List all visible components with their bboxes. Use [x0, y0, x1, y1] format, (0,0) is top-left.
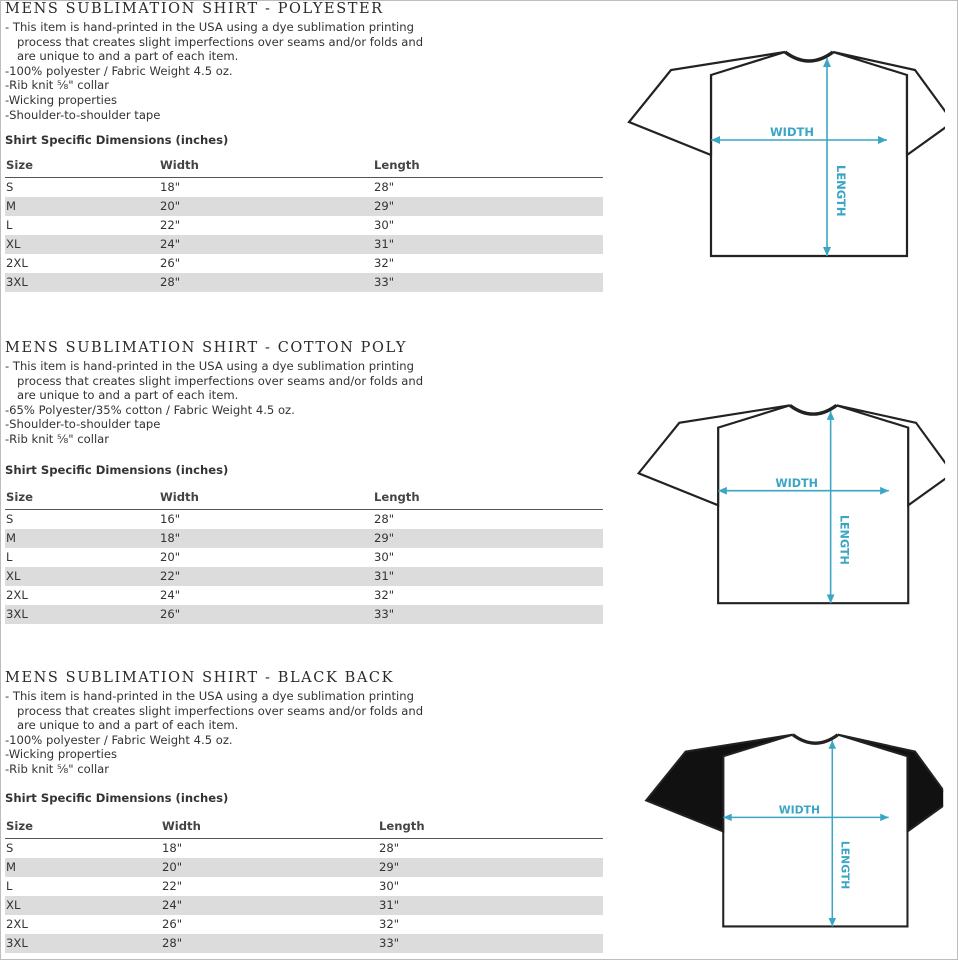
shirt-body-outline: [723, 756, 907, 926]
width-label: WIDTH: [778, 803, 820, 817]
description-line: process that creates slight imperfections over seams and/or folds and: [17, 703, 424, 718]
description-line: -Wicking properties: [5, 747, 118, 762]
header-length: Length: [379, 819, 425, 833]
shirt-collar: [785, 52, 833, 61]
header-size: Size: [6, 490, 33, 504]
description-line: -Wicking properties: [5, 92, 118, 107]
size-table: [5, 155, 603, 292]
header-width: Width: [160, 158, 199, 172]
size-cell: XL: [6, 569, 21, 583]
length-cell: 32": [374, 588, 395, 602]
shirt-diagram-1: [615, 30, 945, 260]
width-label: WIDTH: [770, 125, 814, 139]
table-row: [5, 934, 603, 953]
width-cell: 24": [160, 237, 181, 251]
size-cell: L: [6, 879, 13, 893]
description-line: -Shoulder-to-shoulder tape: [5, 417, 161, 432]
length-cell: 31": [374, 569, 395, 583]
description-list: [5, 20, 605, 122]
length-cell: 30": [379, 879, 400, 893]
width-cell: 18": [160, 531, 181, 545]
width-cell: 16": [160, 512, 181, 526]
length-cell: 33": [374, 275, 395, 289]
width-cell: 20": [162, 860, 183, 874]
length-cell: 29": [379, 860, 400, 874]
width-cell: 22": [160, 569, 181, 583]
size-table-body: [5, 839, 603, 953]
length-label: LENGTH: [837, 514, 851, 565]
width-cell: 24": [162, 898, 183, 912]
description-line: -100% polyester / Fabric Weight 4.5 oz.: [5, 732, 233, 747]
description-line: process that creates slight imperfections over seams and/or folds and: [17, 34, 424, 49]
length-cell: 32": [379, 917, 400, 931]
header-size: Size: [6, 158, 33, 172]
length-cell: 31": [374, 237, 395, 251]
size-cell: XL: [6, 898, 21, 912]
width-label: WIDTH: [775, 476, 818, 490]
dimensions-heading: Shirt Specific Dimensions (inches): [5, 463, 229, 477]
width-cell: 18": [162, 841, 183, 855]
size-cell: 3XL: [6, 607, 28, 621]
dimensions-heading: Shirt Specific Dimensions (inches): [5, 791, 229, 805]
size-cell: M: [6, 860, 17, 874]
size-table: [5, 816, 603, 953]
size-table-body: [5, 178, 603, 292]
length-label: LENGTH: [838, 840, 852, 890]
description-line: -65% Polyester/35% cotton / Fabric Weight 4.5 oz.: [5, 402, 295, 417]
table-row: [5, 216, 603, 235]
size-cell: L: [6, 218, 13, 232]
shirt-body-outline: [711, 75, 907, 256]
description-line: -Rib knit ⅝" collar: [5, 431, 110, 446]
header-width: Width: [162, 819, 201, 833]
size-cell: 2XL: [6, 256, 28, 270]
description-line: - This item is hand-printed in the USA using a dye sublimation printing: [5, 20, 414, 34]
length-cell: 33": [379, 936, 400, 950]
dimensions-heading: Shirt Specific Dimensions (inches): [5, 133, 229, 147]
length-label: LENGTH: [834, 165, 848, 217]
size-table-header: [5, 487, 603, 510]
length-arrow-top-head: [823, 58, 831, 67]
table-row: [5, 273, 603, 292]
size-cell: S: [6, 512, 14, 526]
table-row: [5, 586, 603, 605]
length-cell: 29": [374, 199, 395, 213]
size-cell: 2XL: [6, 917, 28, 931]
table-row: [5, 178, 603, 197]
length-cell: 31": [379, 898, 400, 912]
description-line: -Rib knit ⅝" collar: [5, 78, 110, 93]
table-row: [5, 254, 603, 273]
width-cell: 22": [160, 218, 181, 232]
header-length: Length: [374, 490, 420, 504]
length-cell: 30": [374, 550, 395, 564]
length-cell: 32": [374, 256, 395, 270]
size-table: [5, 487, 603, 624]
table-row: [5, 510, 603, 529]
size-cell: M: [6, 199, 17, 213]
table-row: [5, 858, 603, 877]
description-list: [5, 689, 605, 777]
width-cell: 18": [160, 180, 181, 194]
size-cell: S: [6, 841, 14, 855]
width-cell: 26": [162, 917, 183, 931]
table-row: [5, 839, 603, 858]
size-cell: 3XL: [6, 936, 28, 950]
description-line: are unique to and a part of each item.: [17, 49, 239, 64]
length-arrow-top-head: [827, 411, 835, 420]
width-cell: 20": [160, 550, 181, 564]
size-cell: S: [6, 180, 14, 194]
table-row: [5, 567, 603, 586]
shirt-body-outline: [718, 428, 908, 604]
description-line: are unique to and a part of each item.: [17, 388, 239, 403]
shirt-collar: [793, 735, 838, 743]
description-line: -Rib knit ⅝" collar: [5, 761, 110, 776]
size-table-header: [5, 816, 603, 839]
size-cell: XL: [6, 237, 21, 251]
width-cell: 24": [160, 588, 181, 602]
table-row: [5, 605, 603, 624]
length-cell: 29": [374, 531, 395, 545]
description-line: -100% polyester / Fabric Weight 4.5 oz.: [5, 63, 233, 78]
table-row: [5, 235, 603, 254]
description-line: -Shoulder-to-shoulder tape: [5, 107, 161, 122]
length-cell: 33": [374, 607, 395, 621]
length-arrow-top-head: [829, 740, 837, 748]
width-cell: 20": [160, 199, 181, 213]
header-length: Length: [374, 158, 420, 172]
size-cell: 3XL: [6, 275, 28, 289]
width-cell: 22": [162, 879, 183, 893]
width-cell: 28": [160, 275, 181, 289]
shirt-diagram-2: [625, 384, 945, 607]
description-line: process that creates slight imperfections over seams and/or folds and: [17, 373, 424, 388]
description-line: are unique to and a part of each item.: [17, 718, 239, 733]
header-size: Size: [6, 819, 33, 833]
section-title: MENS SUBLIMATION SHIRT - BLACK BACK: [5, 670, 395, 686]
table-row: [5, 548, 603, 567]
length-cell: 30": [374, 218, 395, 232]
length-cell: 28": [374, 180, 395, 194]
table-row: [5, 915, 603, 934]
shirt-diagram-3: [633, 714, 943, 930]
width-cell: 28": [162, 936, 183, 950]
table-row: [5, 896, 603, 915]
width-cell: 26": [160, 607, 181, 621]
length-cell: 28": [379, 841, 400, 855]
table-row: [5, 877, 603, 896]
table-row: [5, 197, 603, 216]
table-row: [5, 529, 603, 548]
size-table-body: [5, 510, 603, 624]
length-cell: 28": [374, 512, 395, 526]
size-cell: L: [6, 550, 13, 564]
description-line: - This item is hand-printed in the USA using a dye sublimation printing: [5, 689, 414, 703]
description-list: [5, 359, 605, 447]
description-line: - This item is hand-printed in the USA using a dye sublimation printing: [5, 359, 414, 373]
shirt-collar: [790, 405, 837, 414]
header-width: Width: [160, 490, 199, 504]
size-cell: 2XL: [6, 588, 28, 602]
section-title: MENS SUBLIMATION SHIRT - POLYESTER: [5, 1, 384, 17]
size-cell: M: [6, 531, 17, 545]
width-cell: 26": [160, 256, 181, 270]
section-title: MENS SUBLIMATION SHIRT - COTTON POLY: [5, 340, 407, 356]
size-table-header: [5, 155, 603, 178]
